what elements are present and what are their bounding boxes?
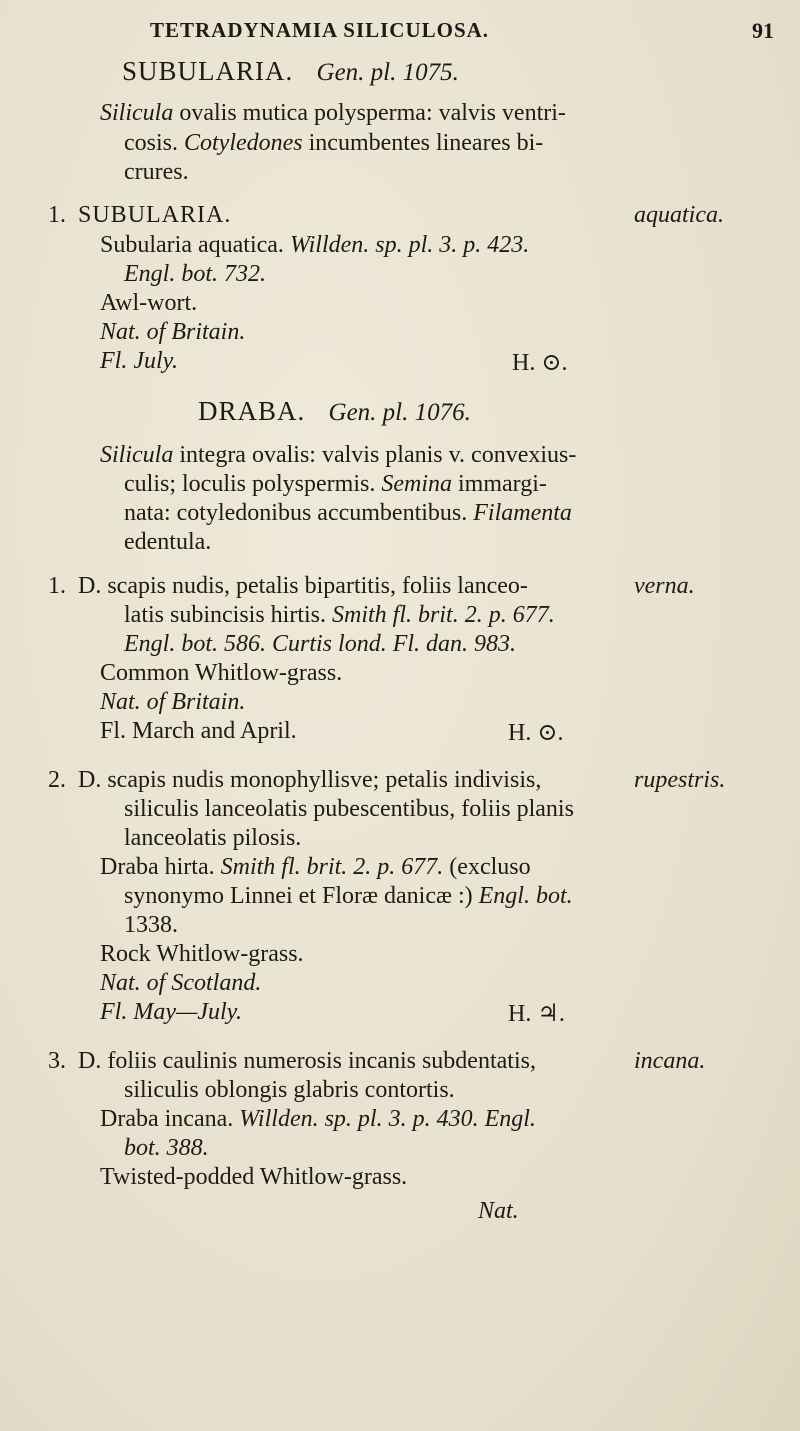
common-name: Common Whitlow-grass. [100, 660, 343, 686]
page-number: 91 [752, 18, 774, 43]
reference-line: Engl. bot. 732. [124, 261, 266, 287]
genus-character-line: cosis. Cotyledones incumbentes lineares bi- [124, 130, 544, 156]
genus-character-line: culis; loculis polyspermis. Semina immargi- [124, 471, 547, 497]
duration-symbol: H. ⊙. [508, 720, 564, 746]
trivial-name: incana. [634, 1048, 706, 1074]
genus-heading-subularia [122, 56, 459, 87]
catchword: Nat. [478, 1198, 519, 1224]
reference-line: bot. 388. [124, 1135, 209, 1161]
flowering-line: Fl. March and April. [100, 718, 297, 744]
running-title: TETRADYNAMIA SILICULOSA. [150, 18, 490, 42]
species-heading: SUBULARIA. [78, 202, 232, 228]
genus-character-line: Silicula integra ovalis: valvis planis v. convexius- [100, 442, 577, 468]
species-diagnosis-line: latis subincisis hirtis. Smith fl. brit. 2. p. 677. [124, 602, 555, 628]
genus-character-line: nata: cotyledonibus accumbentibus. Filamenta [124, 500, 572, 526]
trivial-name: rupestris. [634, 767, 726, 793]
reference-line: 1338. [124, 912, 178, 938]
habitat-line: Nat. of Scotland. [100, 970, 262, 996]
species-number: 3. [48, 1048, 66, 1074]
genus-heading-draba [198, 396, 471, 427]
habitat-line: Nat. of Britain. [100, 319, 246, 345]
trivial-name: verna. [634, 573, 695, 599]
flowering-line: Fl. July. [100, 348, 178, 374]
species-diagnosis-line: D. scapis nudis, petalis bipartitis, foliis lanceo- [78, 573, 528, 599]
species-diagnosis-line: D. scapis nudis monophyllisve; petalis indivisis, [78, 767, 542, 793]
duration-symbol: H. ♃. [508, 1001, 565, 1027]
genus-character-line: crures. [124, 159, 189, 185]
genus-name: SUBULARIA. [122, 56, 294, 86]
genus-character-line: edentula. [124, 529, 212, 555]
species-number: 1. [48, 202, 66, 228]
species-number: 2. [48, 767, 66, 793]
species-diagnosis-line: siliculis oblongis glabris contortis. [124, 1077, 455, 1103]
synonym-line: Subularia aquatica. Willden. sp. pl. 3. p. 423. [100, 232, 530, 258]
synonym-line: Draba incana. Willden. sp. pl. 3. p. 430. Engl. [100, 1106, 536, 1132]
species-number: 1. [48, 573, 66, 599]
habitat-line: Nat. of Britain. [100, 689, 246, 715]
flowering-line: Fl. May—July. [100, 999, 242, 1025]
genus-reference: Gen. pl. 1075. [316, 59, 459, 86]
reference-line: Engl. bot. 586. Curtis lond. Fl. dan. 983. [124, 631, 517, 657]
species-diagnosis-line: D. foliis caulinis numerosis incanis subdentatis, [78, 1048, 536, 1074]
species-diagnosis-line: siliculis lanceolatis pubescentibus, foliis planis [124, 796, 574, 822]
common-name: Awl-wort. [100, 290, 198, 316]
synonym-line: synonymo Linnei et Floræ danicæ :) Engl. bot. [124, 883, 573, 909]
genus-reference: Gen. pl. 1076. [328, 399, 471, 426]
species-diagnosis-line: lanceolatis pilosis. [124, 825, 302, 851]
common-name: Twisted-podded Whitlow-grass. [100, 1164, 408, 1190]
common-name: Rock Whitlow-grass. [100, 941, 304, 967]
trivial-name: aquatica. [634, 202, 724, 228]
duration-symbol: H. ⊙. [512, 350, 568, 376]
genus-character-line: Silicula ovalis mutica polysperma: valvis ventri- [100, 100, 566, 126]
genus-name: DRABA. [198, 396, 306, 426]
synonym-line: Draba hirta. Smith fl. brit. 2. p. 677. (excluso [100, 854, 531, 880]
